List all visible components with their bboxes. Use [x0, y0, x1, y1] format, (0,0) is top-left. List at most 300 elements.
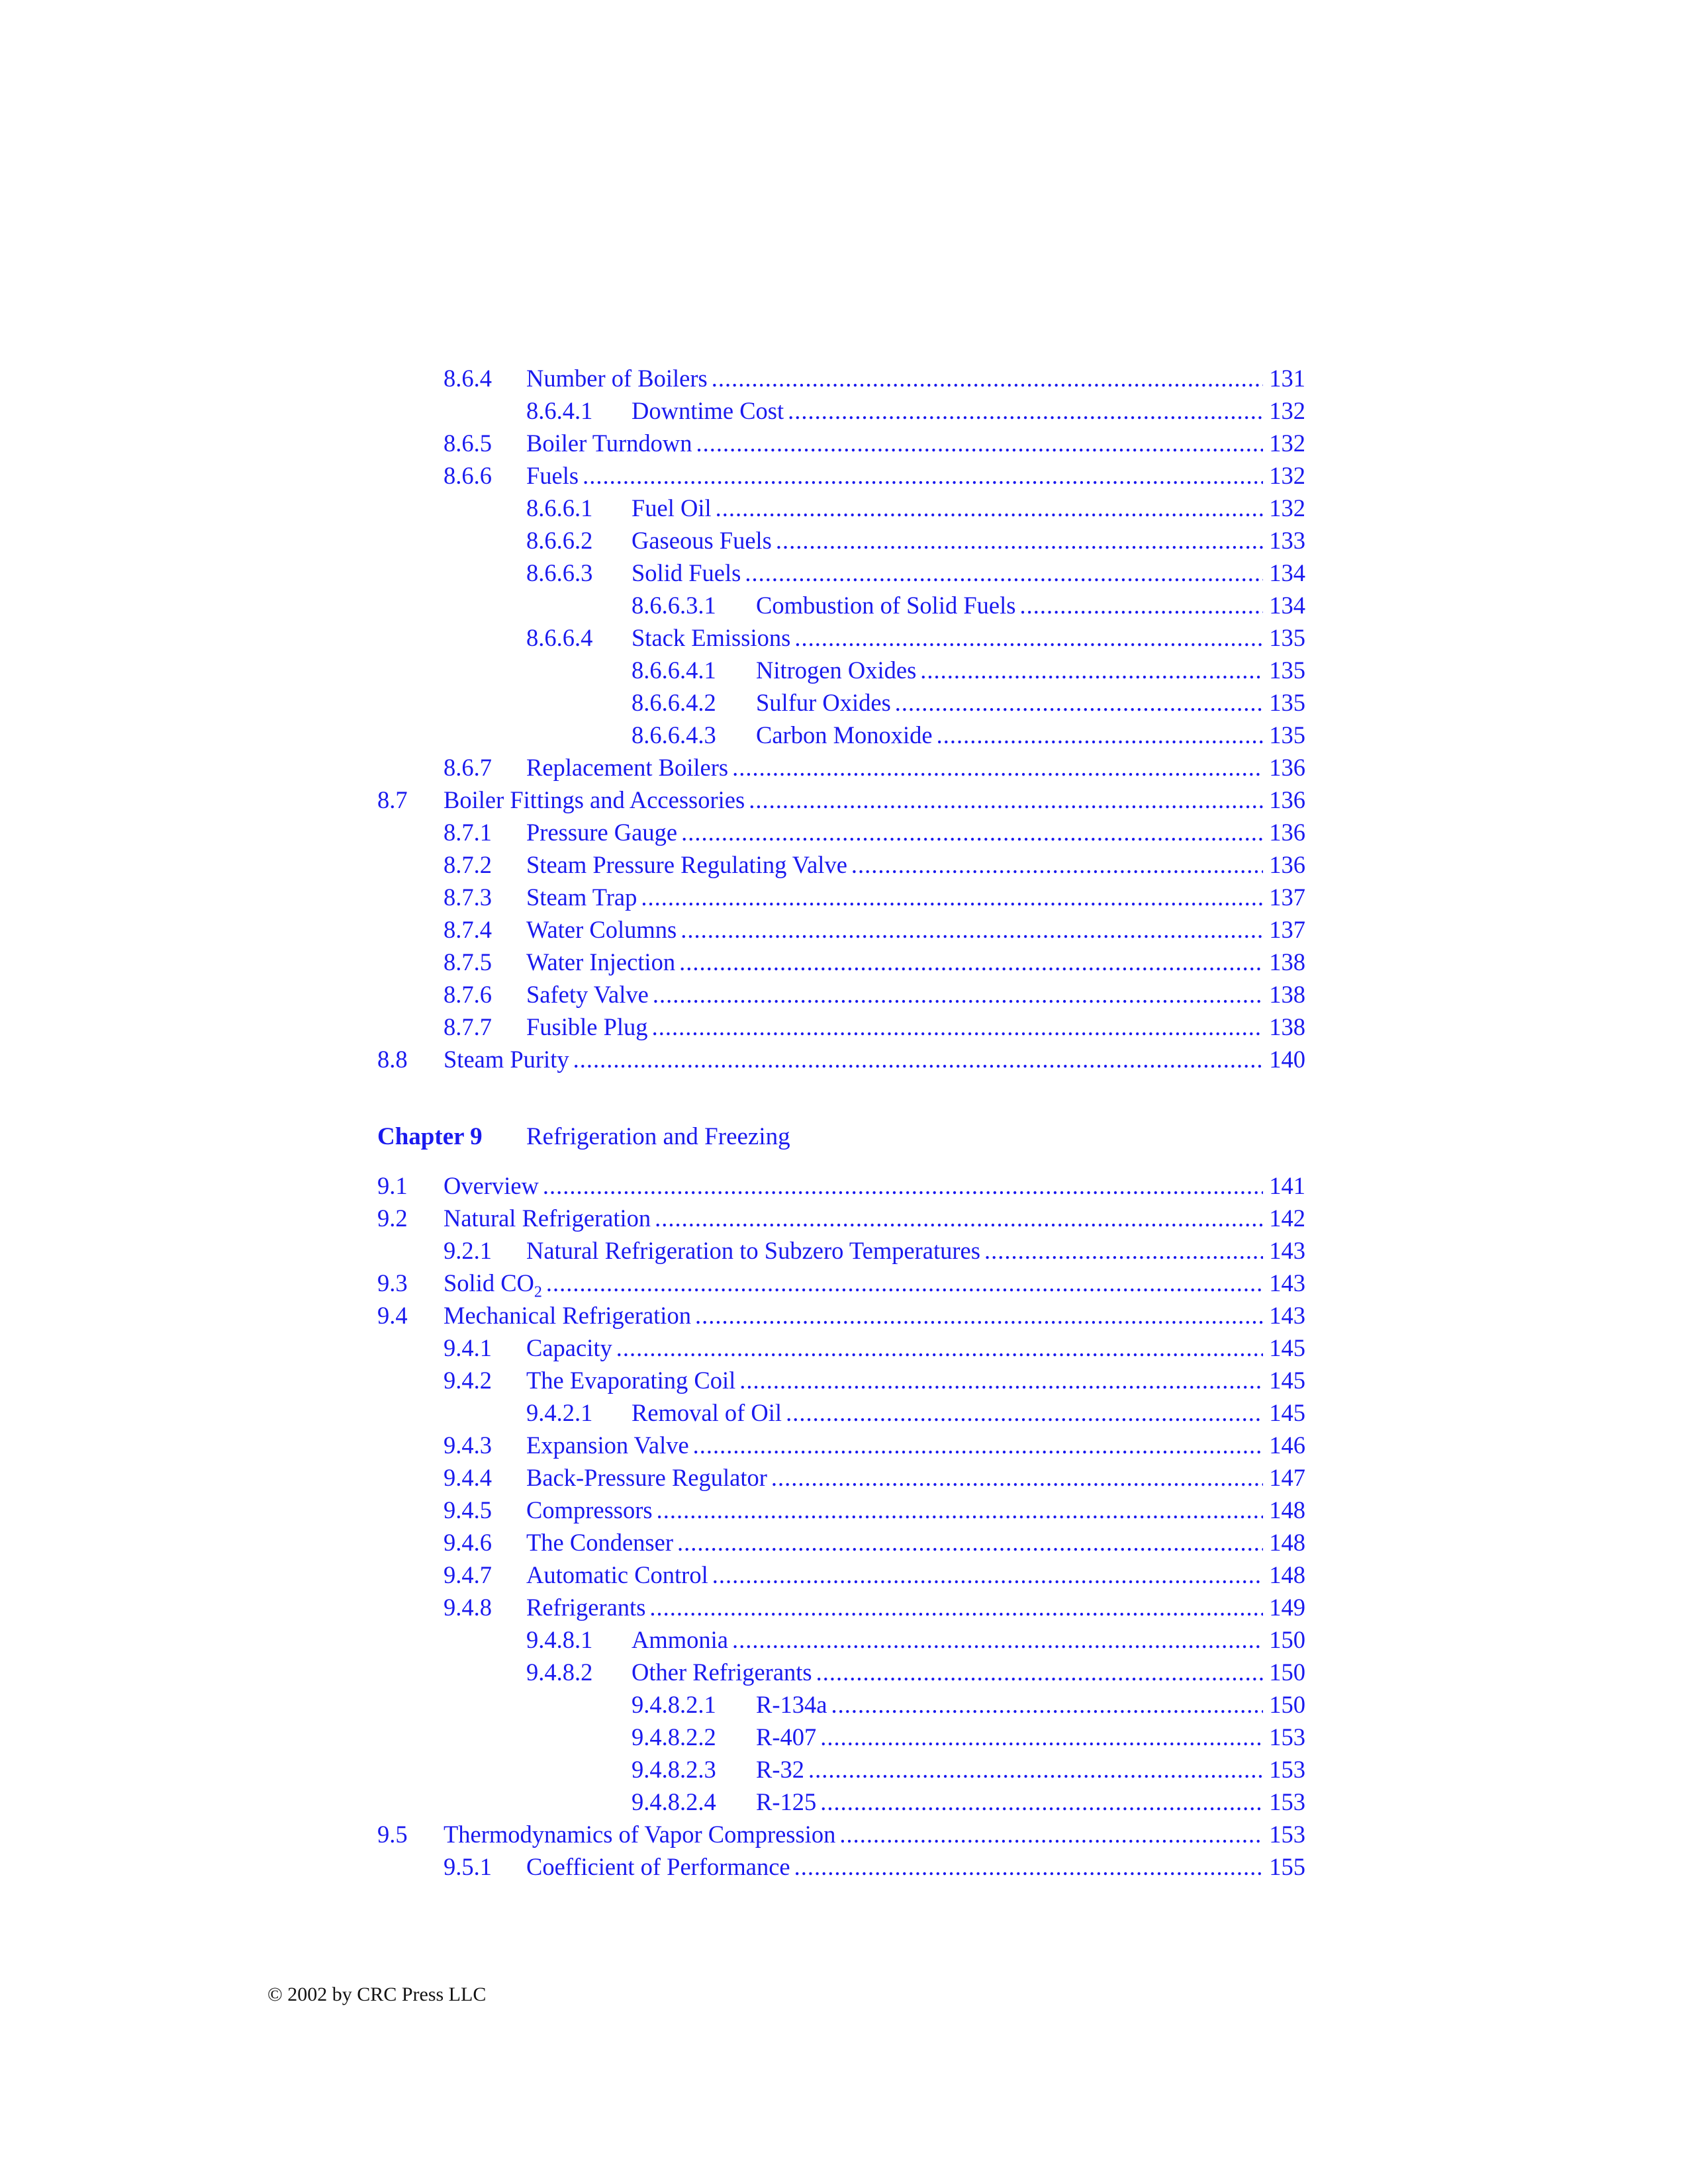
- section-title[interactable]: [632, 621, 790, 654]
- toc-entry[interactable]: [377, 1850, 1305, 1883]
- section-title[interactable]: [444, 1299, 691, 1332]
- section-title-text: Replacement Boilers: [526, 754, 729, 781]
- page-number[interactable]: 150: [1269, 1691, 1305, 1718]
- toc-entry[interactable]: [377, 751, 1305, 784]
- section-title-text: Overview: [444, 1172, 539, 1199]
- entry-line: [526, 1591, 1305, 1623]
- page-number[interactable]: 145: [1269, 1367, 1305, 1394]
- entry-line: [444, 1267, 1305, 1299]
- entry-line: [444, 784, 1305, 816]
- section-title-text: Other Refrigerants: [632, 1659, 812, 1686]
- section-title-text: Stack Emissions: [632, 624, 791, 651]
- dot-leader: [681, 816, 1263, 848]
- section-title[interactable]: [526, 1850, 790, 1883]
- toc-entry[interactable]: [377, 1688, 1305, 1721]
- dot-leader: [745, 557, 1263, 589]
- dot-leader: [657, 1494, 1263, 1526]
- entry-line: [756, 1786, 1305, 1818]
- section-title-text: Steam Purity: [444, 1046, 569, 1073]
- toc-entry[interactable]: [377, 1043, 1305, 1075]
- toc-entry[interactable]: [377, 881, 1305, 913]
- section-title-text: Steam Trap: [526, 884, 637, 911]
- dot-leader: [649, 1591, 1263, 1623]
- page-number[interactable]: 148: [1269, 1529, 1305, 1556]
- section-title-text: Expansion Valve: [526, 1432, 689, 1459]
- section-title[interactable]: [526, 362, 708, 394]
- section-number[interactable]: 9.4.1: [444, 1334, 492, 1361]
- section-title[interactable]: [632, 1396, 782, 1429]
- section-title-text: Fuel Oil: [632, 494, 712, 522]
- page-number[interactable]: 150: [1269, 1659, 1305, 1686]
- page-number[interactable]: 140: [1269, 1046, 1305, 1073]
- toc-entry[interactable]: [377, 362, 1305, 394]
- entry-line: [756, 686, 1305, 719]
- section-title[interactable]: [526, 1332, 612, 1364]
- page-number[interactable]: 142: [1269, 1205, 1305, 1232]
- toc-entry[interactable]: [377, 1786, 1305, 1818]
- toc-entry[interactable]: [377, 978, 1305, 1011]
- section-title[interactable]: [632, 1623, 728, 1656]
- dot-leader: [920, 654, 1263, 686]
- entry-line: [632, 1396, 1305, 1429]
- dot-leader: [851, 848, 1263, 881]
- section-title[interactable]: [444, 1202, 651, 1234]
- section-title-text: R-125: [756, 1788, 817, 1815]
- entry-line: [756, 654, 1305, 686]
- entry-line: [632, 492, 1305, 524]
- dot-leader: [716, 492, 1263, 524]
- section-title-text: Pressure Gauge: [526, 819, 678, 846]
- page-number[interactable]: 138: [1269, 981, 1305, 1008]
- section-number[interactable]: 9.2: [377, 1205, 408, 1232]
- page-number[interactable]: 135: [1269, 689, 1305, 716]
- toc-entry[interactable]: [377, 1559, 1305, 1591]
- section-title-text: Number of Boilers: [526, 365, 708, 392]
- table-of-contents: [377, 362, 1305, 1883]
- section-number[interactable]: 8.7.3: [444, 884, 492, 911]
- page-number[interactable]: 131: [1269, 365, 1305, 392]
- page-number[interactable]: 148: [1269, 1496, 1305, 1524]
- dot-leader: [816, 1656, 1263, 1688]
- toc-entry[interactable]: [377, 1169, 1305, 1202]
- toc-entry[interactable]: [377, 1818, 1305, 1850]
- section-number[interactable]: 8.7.6: [444, 981, 492, 1008]
- dot-leader: [696, 427, 1263, 459]
- section-title-text: Water Columns: [526, 916, 677, 943]
- section-title-text: Solid Fuels: [632, 559, 741, 586]
- page-number[interactable]: 136: [1269, 786, 1305, 813]
- section-title[interactable]: [526, 1461, 767, 1494]
- page-number[interactable]: 137: [1269, 916, 1305, 943]
- section-number[interactable]: 9.4.7: [444, 1561, 492, 1588]
- toc-entry[interactable]: [377, 1494, 1305, 1526]
- section-title[interactable]: [526, 848, 847, 881]
- section-title-text: Downtime Cost: [632, 397, 784, 424]
- section-title[interactable]: [632, 524, 772, 557]
- dot-leader: [820, 1786, 1263, 1818]
- dot-leader: [794, 621, 1263, 654]
- section-number[interactable]: 8.7: [377, 786, 408, 813]
- dot-leader: [771, 1461, 1263, 1494]
- section-title[interactable]: [526, 1494, 653, 1526]
- section-title[interactable]: [632, 1656, 812, 1688]
- toc-section-chapter-9: [377, 1169, 1305, 1883]
- section-title[interactable]: [444, 1818, 835, 1850]
- section-title-text: Ammonia: [632, 1626, 728, 1653]
- section-title[interactable]: [526, 427, 692, 459]
- toc-section-chapter-8: [377, 362, 1305, 1075]
- toc-entry[interactable]: [377, 427, 1305, 459]
- toc-entry[interactable]: [377, 524, 1305, 557]
- page-number[interactable]: 132: [1269, 494, 1305, 522]
- entry-line: [756, 589, 1305, 621]
- entry-line: [444, 1818, 1305, 1850]
- section-title-text: Steam Pressure Regulating Valve: [526, 851, 847, 878]
- toc-entry[interactable]: [377, 654, 1305, 686]
- toc-entry[interactable]: [377, 1267, 1305, 1299]
- section-number[interactable]: 8.6.7: [444, 754, 492, 781]
- section-number[interactable]: 9.4.2.1: [526, 1399, 593, 1426]
- dot-leader: [788, 394, 1263, 427]
- section-title-text: Fusible Plug: [526, 1013, 648, 1040]
- page-number[interactable]: 136: [1269, 819, 1305, 846]
- entry-line: [444, 1202, 1305, 1234]
- toc-entry[interactable]: [377, 589, 1305, 621]
- page-number[interactable]: 132: [1269, 397, 1305, 424]
- section-title[interactable]: [526, 816, 677, 848]
- section-title[interactable]: [526, 1011, 648, 1043]
- section-title-text: Refrigerants: [526, 1594, 646, 1621]
- page-number[interactable]: 147: [1269, 1464, 1305, 1491]
- page-number[interactable]: 135: [1269, 624, 1305, 651]
- section-number[interactable]: 9.4.8: [444, 1594, 492, 1621]
- toc-entry[interactable]: [377, 816, 1305, 848]
- section-title-text: Natural Refrigeration: [444, 1205, 651, 1232]
- dot-leader: [652, 1011, 1263, 1043]
- section-title-text: Natural Refrigeration to Subzero Temperatures: [526, 1237, 980, 1264]
- toc-entry[interactable]: [377, 848, 1305, 881]
- section-title-text: Gaseous Fuels: [632, 527, 772, 554]
- spacer: [377, 1153, 1305, 1169]
- section-title-text: Carbon Monoxide: [756, 721, 933, 749]
- entry-line: [526, 1526, 1305, 1559]
- page-number[interactable]: 153: [1269, 1788, 1305, 1815]
- section-number[interactable]: 9.4.4: [444, 1464, 492, 1491]
- entry-line: [526, 881, 1305, 913]
- toc-entry[interactable]: [377, 1234, 1305, 1267]
- entry-line: [526, 1364, 1305, 1396]
- section-title-text: Water Injection: [526, 948, 676, 976]
- toc-entry[interactable]: [377, 1721, 1305, 1753]
- page-number[interactable]: 132: [1269, 430, 1305, 457]
- section-number[interactable]: 8.6.6.4: [526, 624, 593, 651]
- section-number[interactable]: 9.2.1: [444, 1237, 492, 1264]
- section-title[interactable]: [526, 946, 675, 978]
- section-number[interactable]: 9.4.5: [444, 1496, 492, 1524]
- entry-line: [526, 751, 1305, 784]
- section-number[interactable]: 9.4.8.2.2: [632, 1723, 716, 1751]
- section-title-text: Mechanical Refrigeration: [444, 1302, 691, 1329]
- entry-line: [632, 557, 1305, 589]
- toc-entry[interactable]: [377, 1753, 1305, 1786]
- page-number[interactable]: 146: [1269, 1432, 1305, 1459]
- entry-line: [444, 1169, 1305, 1202]
- dot-leader: [808, 1753, 1263, 1786]
- toc-entry[interactable]: [377, 1526, 1305, 1559]
- page-number[interactable]: 134: [1269, 592, 1305, 619]
- entry-line: [526, 1429, 1305, 1461]
- section-number[interactable]: 9.4.3: [444, 1432, 492, 1459]
- section-title[interactable]: [756, 1721, 816, 1753]
- section-number[interactable]: 9.4.8.2.1: [632, 1691, 716, 1718]
- page-number[interactable]: 148: [1269, 1561, 1305, 1588]
- section-number[interactable]: 8.7.2: [444, 851, 492, 878]
- section-number[interactable]: 9.4.8.2.4: [632, 1788, 716, 1815]
- page-number[interactable]: 138: [1269, 1013, 1305, 1040]
- section-number[interactable]: 8.6.6.4.3: [632, 721, 716, 749]
- toc-entry[interactable]: [377, 492, 1305, 524]
- dot-leader: [677, 1526, 1263, 1559]
- section-title[interactable]: [526, 751, 728, 784]
- section-title[interactable]: [526, 1364, 735, 1396]
- entry-line: [632, 621, 1305, 654]
- section-title-text: Removal of Oil: [632, 1399, 782, 1426]
- toc-entry[interactable]: [377, 1591, 1305, 1623]
- toc-entry[interactable]: [377, 1332, 1305, 1364]
- page-number[interactable]: 137: [1269, 884, 1305, 911]
- section-title[interactable]: [756, 719, 933, 751]
- dot-leader: [655, 1202, 1263, 1234]
- entry-line: [756, 719, 1305, 751]
- dot-leader: [546, 1267, 1263, 1299]
- section-title[interactable]: [444, 784, 745, 816]
- toc-entry[interactable]: [377, 1461, 1305, 1494]
- section-title-text: R-32: [756, 1756, 804, 1783]
- dot-leader: [653, 978, 1263, 1011]
- entry-line: [526, 1332, 1305, 1364]
- section-number[interactable]: 8.7.4: [444, 916, 492, 943]
- page-number[interactable]: 149: [1269, 1594, 1305, 1621]
- section-title-subscript: 2: [534, 1283, 542, 1301]
- chapter-title[interactable]: Refrigeration and Freezing: [526, 1123, 790, 1150]
- section-number[interactable]: 8.6.4.1: [526, 397, 593, 424]
- toc-entry[interactable]: [377, 1299, 1305, 1332]
- section-number[interactable]: 8.7.1: [444, 819, 492, 846]
- section-title[interactable]: [444, 1043, 569, 1075]
- entry-line: [756, 1688, 1305, 1721]
- dot-leader: [839, 1818, 1263, 1850]
- section-title[interactable]: [526, 1591, 645, 1623]
- section-title[interactable]: [756, 1786, 816, 1818]
- toc-entry[interactable]: [377, 394, 1305, 427]
- page-number[interactable]: 135: [1269, 657, 1305, 684]
- toc-entry[interactable]: [377, 719, 1305, 751]
- section-number[interactable]: 8.6.6.3.1: [632, 592, 716, 619]
- section-title[interactable]: [632, 557, 741, 589]
- section-number[interactable]: 8.6.6.2: [526, 527, 593, 554]
- section-title-text: The Evaporating Coil: [526, 1367, 736, 1394]
- page-number[interactable]: 155: [1269, 1853, 1305, 1880]
- dot-leader: [641, 881, 1263, 913]
- dot-leader: [937, 719, 1263, 751]
- dot-leader: [543, 1169, 1263, 1202]
- page-number[interactable]: 138: [1269, 948, 1305, 976]
- section-title[interactable]: [526, 978, 649, 1011]
- section-number[interactable]: 8.6.6.3: [526, 559, 593, 586]
- dot-leader: [712, 362, 1263, 394]
- section-number[interactable]: 9.4.6: [444, 1529, 492, 1556]
- section-number[interactable]: 8.6.4: [444, 365, 492, 392]
- entry-line: [632, 1623, 1305, 1656]
- section-title-text: Automatic Control: [526, 1561, 708, 1588]
- page-number[interactable]: 132: [1269, 462, 1305, 489]
- toc-entry[interactable]: [377, 1429, 1305, 1461]
- section-title[interactable]: [444, 1267, 542, 1299]
- entry-line: [526, 427, 1305, 459]
- section-title[interactable]: [526, 881, 637, 913]
- page-number[interactable]: 135: [1269, 721, 1305, 749]
- section-number[interactable]: 9.4.8.2.3: [632, 1756, 716, 1783]
- section-title-text: Boiler Fittings and Accessories: [444, 786, 745, 813]
- section-title-text: The Condenser: [526, 1529, 673, 1556]
- dot-leader: [984, 1234, 1263, 1267]
- section-number[interactable]: 9.4.8.2: [526, 1659, 593, 1686]
- toc-entry[interactable]: [377, 1623, 1305, 1656]
- section-number[interactable]: 9.4.2: [444, 1367, 492, 1394]
- page-number[interactable]: 145: [1269, 1399, 1305, 1426]
- section-title[interactable]: [526, 913, 677, 946]
- entry-line: [756, 1721, 1305, 1753]
- entry-line: [632, 394, 1305, 427]
- section-title[interactable]: [526, 459, 579, 492]
- toc-entry[interactable]: [377, 557, 1305, 589]
- section-number[interactable]: 8.6.6.4.1: [632, 657, 716, 684]
- section-number[interactable]: 9.4.8.1: [526, 1626, 593, 1653]
- entry-line: [444, 1043, 1305, 1075]
- section-title-text: R-134a: [756, 1691, 827, 1718]
- toc-entry[interactable]: [377, 946, 1305, 978]
- toc-entry[interactable]: [377, 784, 1305, 816]
- page-number[interactable]: 143: [1269, 1269, 1305, 1297]
- entry-line: [632, 1656, 1305, 1688]
- page-number[interactable]: 143: [1269, 1237, 1305, 1264]
- page-number[interactable]: 153: [1269, 1756, 1305, 1783]
- section-title-text: Capacity: [526, 1334, 612, 1361]
- dot-leader: [895, 686, 1263, 719]
- entry-line: [526, 848, 1305, 881]
- section-title[interactable]: [632, 492, 712, 524]
- section-number[interactable]: 8.7.7: [444, 1013, 492, 1040]
- entry-line: [526, 913, 1305, 946]
- section-number[interactable]: 9.5: [377, 1821, 408, 1848]
- entry-line: [526, 1850, 1305, 1883]
- section-number[interactable]: 9.1: [377, 1172, 408, 1199]
- page-number[interactable]: 133: [1269, 527, 1305, 554]
- section-number[interactable]: 8.8: [377, 1046, 408, 1073]
- section-number[interactable]: 8.6.6.4.2: [632, 689, 716, 716]
- section-title-text: Safety Valve: [526, 981, 649, 1008]
- section-number[interactable]: 8.6.5: [444, 430, 492, 457]
- section-number[interactable]: 9.5.1: [444, 1853, 492, 1880]
- entry-line: [526, 978, 1305, 1011]
- dot-leader: [680, 913, 1263, 946]
- section-title[interactable]: [756, 1753, 804, 1786]
- dot-leader: [616, 1332, 1263, 1364]
- section-title[interactable]: [444, 1169, 539, 1202]
- entry-line: [526, 946, 1305, 978]
- dot-leader: [794, 1850, 1263, 1883]
- entry-line: [526, 1011, 1305, 1043]
- dot-leader: [732, 751, 1263, 784]
- page-number[interactable]: 134: [1269, 559, 1305, 586]
- section-title-text: Solid CO: [444, 1269, 534, 1297]
- dot-leader: [786, 1396, 1263, 1429]
- page-number[interactable]: 153: [1269, 1821, 1305, 1848]
- entry-line: [526, 459, 1305, 492]
- toc-entry[interactable]: [377, 621, 1305, 654]
- section-number[interactable]: 8.6.6: [444, 462, 492, 489]
- section-title[interactable]: [756, 686, 891, 719]
- section-title[interactable]: [632, 394, 784, 427]
- section-number[interactable]: 8.7.5: [444, 948, 492, 976]
- section-title[interactable]: [526, 1559, 708, 1591]
- toc-entry[interactable]: [377, 1011, 1305, 1043]
- toc-entry[interactable]: [377, 1656, 1305, 1688]
- toc-entry[interactable]: [377, 1202, 1305, 1234]
- page-number[interactable]: 143: [1269, 1302, 1305, 1329]
- section-title-text: Compressors: [526, 1496, 653, 1524]
- section-title[interactable]: [526, 1526, 673, 1559]
- section-title[interactable]: [526, 1234, 980, 1267]
- dot-leader: [695, 1299, 1263, 1332]
- toc-entry[interactable]: [377, 1364, 1305, 1396]
- chapter-heading[interactable]: [377, 1120, 1305, 1153]
- spacer: [377, 1075, 1305, 1120]
- dot-leader: [679, 946, 1263, 978]
- page-number[interactable]: 145: [1269, 1334, 1305, 1361]
- chapter-label[interactable]: Chapter 9: [377, 1123, 483, 1150]
- dot-leader: [776, 524, 1263, 557]
- section-title-text: Sulfur Oxides: [756, 689, 891, 716]
- section-title-text: Coefficient of Performance: [526, 1853, 790, 1880]
- section-number[interactable]: 9.3: [377, 1269, 408, 1297]
- page-number[interactable]: 141: [1269, 1172, 1305, 1199]
- toc-entry[interactable]: [377, 459, 1305, 492]
- dot-leader: [573, 1043, 1263, 1075]
- dot-leader: [831, 1688, 1263, 1721]
- section-number[interactable]: 9.4: [377, 1302, 408, 1329]
- page-number[interactable]: 153: [1269, 1723, 1305, 1751]
- section-title[interactable]: [526, 1429, 689, 1461]
- dot-leader: [732, 1623, 1263, 1656]
- section-number[interactable]: 8.6.6.1: [526, 494, 593, 522]
- section-title[interactable]: [756, 1688, 827, 1721]
- section-title[interactable]: [756, 589, 1015, 621]
- section-title-text: Fuels: [526, 462, 579, 489]
- toc-entry[interactable]: [377, 913, 1305, 946]
- toc-entry[interactable]: [377, 1396, 1305, 1429]
- toc-entry[interactable]: [377, 686, 1305, 719]
- entry-line: [526, 1559, 1305, 1591]
- dot-leader: [820, 1721, 1263, 1753]
- entry-line: [526, 1494, 1305, 1526]
- page-number[interactable]: 136: [1269, 754, 1305, 781]
- dot-leader: [1019, 589, 1263, 621]
- dot-leader: [693, 1429, 1263, 1461]
- page-number[interactable]: 136: [1269, 851, 1305, 878]
- page-number[interactable]: 150: [1269, 1626, 1305, 1653]
- section-title[interactable]: [756, 654, 916, 686]
